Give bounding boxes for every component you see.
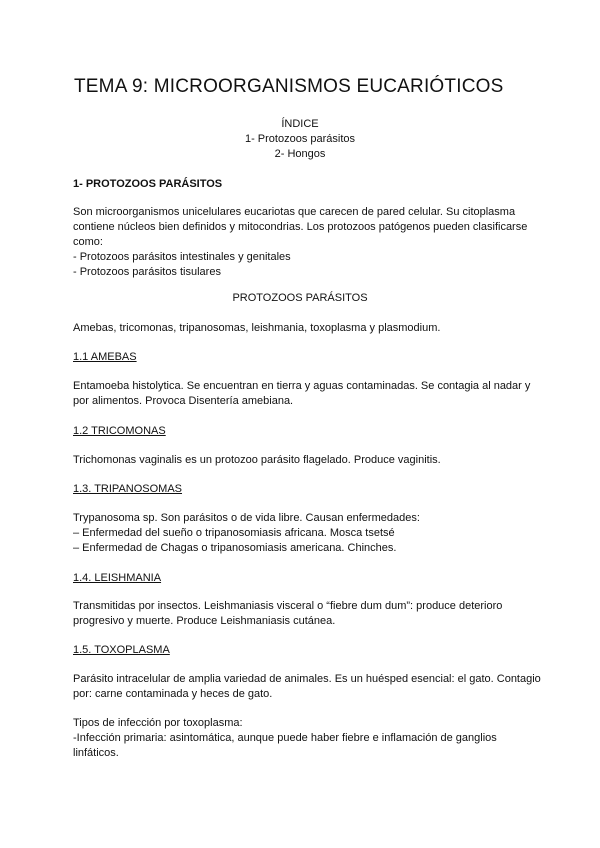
- tripanosomas-text: [73, 511, 543, 556]
- leishmania-text: Transmitidas por insectos. Leishmaniasis visceral o “fiebre dum dum”: produce deterioro progresivo y muerte. Produce Leishmaniasis cutánea.: [73, 600, 503, 627]
- amebas-text: Entamoeba histolytica. Se encuentran en tierra y aguas contaminadas. Se contagia al nadar y por alimentos. Provoca Disentería amebiana.: [73, 380, 531, 407]
- text-line: Trypanosoma sp. Son parásitos o de vida libre. Causan enfermedades:: [73, 512, 420, 524]
- page-title: TEMA 9: MICROORGANISMOS EUCARIÓTICOS: [74, 76, 504, 97]
- section-intro: [73, 205, 543, 280]
- tricomonas-text: Trichomonas vaginalis es un protozoo parásito flagelado. Produce vaginitis.: [73, 454, 441, 466]
- leishmania-heading: 1.4. LEISHMANIA: [73, 572, 162, 584]
- index-item: 1- Protozoos parásitos: [244, 133, 356, 145]
- subheading: PROTOZOOS PARÁSITOS: [232, 292, 368, 304]
- tricomonas-heading: 1.2 TRICOMONAS: [73, 425, 166, 437]
- toxoplasma-types: [73, 716, 543, 761]
- protozoa-list: Amebas, tricomonas, tripanosomas, leishmania, toxoplasma y plasmodium.: [73, 322, 441, 334]
- types-heading: Tipos de infección por toxoplasma:: [73, 717, 243, 729]
- types-item: -Infección primaria: asintomática, aunque puede haber fiebre e inflamación de ganglios linfáticos.: [73, 732, 497, 759]
- index-item: 2- Hongos: [274, 148, 326, 160]
- text-line: – Enfermedad de Chagas o tripanosomiasis americana. Chinches.: [73, 542, 397, 554]
- tripanosomas-heading: 1.3. TRIPANOSOMAS: [73, 483, 183, 495]
- text-line: – Enfermedad del sueño o tripanosomiasis africana. Mosca tsetsé: [73, 527, 395, 539]
- bullet-item: - Protozoos parásitos tisulares: [73, 266, 221, 278]
- toxoplasma-heading: 1.5. TOXOPLASMA: [73, 644, 170, 656]
- bullet-item: - Protozoos parásitos intestinales y genitales: [73, 251, 291, 263]
- section-heading: 1- PROTOZOOS PARÁSITOS: [73, 178, 223, 190]
- index-block: [0, 117, 600, 162]
- index-heading: ÍNDICE: [281, 118, 319, 130]
- toxoplasma-text: Parásito intracelular de amplia variedad de animales. Es un huésped esencial: el gato. Contagio por: carne contaminada y heces de gato.: [73, 673, 541, 700]
- intro-paragraph: Son microorganismos unicelulares eucariotas que carecen de pared celular. Su citoplasma contiene núcleos bien definidos y mitocondrias. Los protozoos patógenos pueden clasificarse como:: [73, 206, 528, 248]
- amebas-heading: 1.1 AMEBAS: [73, 351, 137, 363]
